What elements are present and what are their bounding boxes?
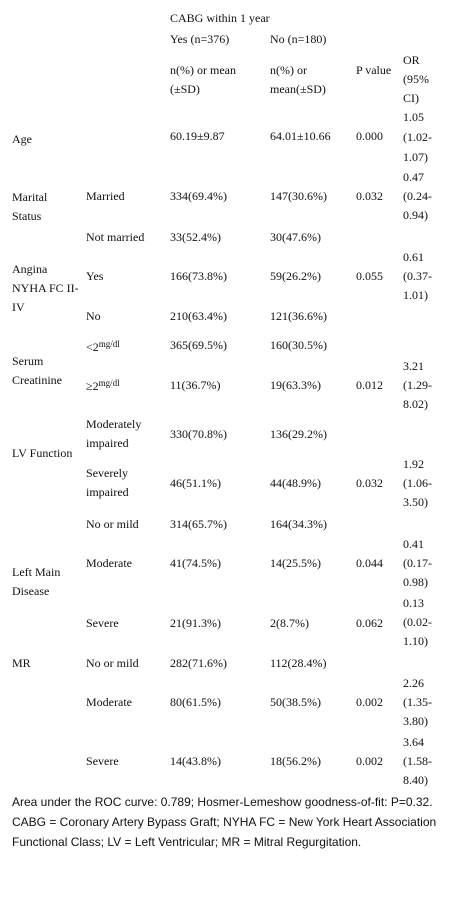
lv-moderate-yes: 330(70.8%) bbox=[170, 427, 227, 441]
age-no: 64.01±10.66 bbox=[270, 129, 331, 143]
mr-moderate-label: Moderate bbox=[86, 695, 132, 709]
lmd-severe-no: 2(8.7%) bbox=[270, 616, 309, 630]
mr-none-label: No or mild bbox=[86, 656, 139, 670]
lmd-none-yes: 314(65.7%) bbox=[170, 517, 227, 531]
mr-severe-no: 18(56.2%) bbox=[270, 754, 321, 768]
angina-p: 0.055 bbox=[356, 269, 383, 283]
mr-moderate-or-3: 3.80) bbox=[403, 714, 428, 728]
creat-low-no: 160(30.5%) bbox=[270, 338, 327, 352]
col-subheader-no: n(%) or mean(±SD) bbox=[270, 63, 326, 96]
marital-married-no: 147(30.6%) bbox=[270, 189, 327, 203]
row-label-angina: Angina NYHA FC II-IV bbox=[12, 262, 79, 314]
lmd-moderate-or-3: 0.98) bbox=[403, 575, 428, 589]
lmd-moderate-p: 0.044 bbox=[356, 556, 383, 570]
lmd-moderate-or-2: (0.17- bbox=[403, 556, 432, 570]
mr-moderate-no: 50(38.5%) bbox=[270, 695, 321, 709]
marital-not-married-label: Not married bbox=[86, 230, 145, 244]
creat-high-no: 19(63.3%) bbox=[270, 378, 321, 392]
marital-p: 0.032 bbox=[356, 189, 383, 203]
lmd-moderate-or-1: 0.41 bbox=[403, 537, 424, 551]
col-header-yes: Yes (n=376) bbox=[170, 32, 230, 46]
mr-moderate-or-2: (1.35- bbox=[403, 695, 432, 709]
mr-severe-p: 0.002 bbox=[356, 754, 383, 768]
marital-or-3: 0.94) bbox=[403, 208, 428, 222]
lmd-none-label: No or mild bbox=[86, 517, 139, 531]
creat-high-label: $\ge 2^{mg/dl}$ bbox=[86, 378, 120, 393]
mr-severe-or-2: (1.58- bbox=[403, 754, 432, 768]
lmd-moderate-yes: 41(74.5%) bbox=[170, 556, 221, 570]
lv-severe-label-1: Severely bbox=[86, 466, 128, 480]
col-header-no: No (n=180) bbox=[270, 32, 327, 46]
angina-no-yes: 210(63.4%) bbox=[170, 309, 227, 323]
mr-none-no: 112(28.4%) bbox=[270, 656, 327, 670]
creat-or-1: 3.21 bbox=[403, 359, 424, 373]
angina-or-3: 1.01) bbox=[403, 288, 428, 302]
lv-severe-label-2: impaired bbox=[86, 485, 129, 499]
age-or-1: 1.05 bbox=[403, 110, 424, 124]
lv-or-3: 3.50) bbox=[403, 495, 428, 509]
creat-high-yes: 11(36.7%) bbox=[170, 378, 221, 392]
marital-not-married-yes: 33(52.4%) bbox=[170, 230, 221, 244]
lv-moderate-no: 136(29.2%) bbox=[270, 427, 327, 441]
mr-severe-or-1: 3.64 bbox=[403, 735, 424, 749]
angina-yes-no: 59(26.2%) bbox=[270, 269, 321, 283]
table-footnote: Area under the ROC curve: 0.789; Hosmer-Lemeshow goodness-of-fit: P=0.32. CABG = Coronary Artery Bypass Graft; NYHA FC = New York Heart Association Functional Class; LV = Left Ventricular; MR = Mitral Regurgitation. bbox=[12, 795, 437, 849]
lv-or-2: (1.06- bbox=[403, 476, 432, 490]
lmd-severe-p: 0.062 bbox=[356, 616, 383, 630]
row-label-age: Age bbox=[12, 132, 32, 146]
age-or-2: (1.02- bbox=[403, 130, 432, 144]
marital-not-married-no: 30(47.6%) bbox=[270, 230, 321, 244]
mr-severe-yes: 14(43.8%) bbox=[170, 754, 221, 768]
lv-moderate-label-2: impaired bbox=[86, 436, 129, 450]
group-title: CABG within 1 year bbox=[170, 11, 270, 25]
row-label-lv: LV Function bbox=[12, 446, 73, 460]
lmd-severe-or-3: 1.10) bbox=[403, 634, 428, 648]
mr-moderate-or-1: 2.26 bbox=[403, 676, 424, 690]
lmd-severe-or-2: (0.02- bbox=[403, 615, 432, 629]
col-header-p: P value bbox=[356, 63, 392, 77]
row-label-creatinine: Serum Creatinine bbox=[12, 354, 62, 387]
angina-no-label: No bbox=[86, 309, 101, 323]
col-subheader-yes: n(%) or mean (±SD) bbox=[170, 63, 236, 96]
lmd-severe-label: Severe bbox=[86, 616, 119, 630]
marital-married-yes: 334(69.4%) bbox=[170, 189, 227, 203]
creat-low-yes: 365(69.5%) bbox=[170, 338, 227, 352]
lmd-none-no: 164(34.3%) bbox=[270, 517, 327, 531]
lv-severe-yes: 46(51.1%) bbox=[170, 476, 221, 490]
marital-or-2: (0.24- bbox=[403, 189, 432, 203]
angina-yes-label: Yes bbox=[86, 269, 104, 283]
age-yes: 60.19±9.87 bbox=[170, 129, 225, 143]
lv-p: 0.032 bbox=[356, 476, 383, 490]
lmd-moderate-label: Moderate bbox=[86, 556, 132, 570]
creat-or-2: (1.29- bbox=[403, 378, 432, 392]
lv-or-1: 1.92 bbox=[403, 457, 424, 471]
age-or-3: 1.07) bbox=[403, 150, 428, 164]
creat-or-3: 8.02) bbox=[403, 397, 428, 411]
angina-yes-yes: 166(73.8%) bbox=[170, 269, 227, 283]
lmd-severe-yes: 21(91.3%) bbox=[170, 616, 221, 630]
creat-p: 0.012 bbox=[356, 378, 383, 392]
angina-or-2: (0.37- bbox=[403, 269, 432, 283]
row-label-left-main: Left Main Disease bbox=[12, 565, 61, 598]
angina-no-no: 121(36.6%) bbox=[270, 309, 327, 323]
age-p: 0.000 bbox=[356, 129, 383, 143]
col-header-or: OR (95% CI) bbox=[403, 53, 429, 105]
lv-severe-no: 44(48.9%) bbox=[270, 476, 321, 490]
lmd-severe-or-1: 0.13 bbox=[403, 596, 424, 610]
mr-moderate-yes: 80(61.5%) bbox=[170, 695, 221, 709]
creat-low-label: $<2^{mg/dl}$ bbox=[86, 339, 120, 354]
marital-married-label: Married bbox=[86, 189, 125, 203]
marital-or-1: 0.47 bbox=[403, 170, 424, 184]
mr-none-yes: 282(71.6%) bbox=[170, 656, 227, 670]
mr-severe-label: Severe bbox=[86, 754, 119, 768]
lv-moderate-label-1: Moderately bbox=[86, 417, 142, 431]
mr-severe-or-3: 8.40) bbox=[403, 773, 428, 787]
mr-moderate-p: 0.002 bbox=[356, 695, 383, 709]
lmd-moderate-no: 14(25.5%) bbox=[270, 556, 321, 570]
angina-or-1: 0.61 bbox=[403, 250, 424, 264]
row-label-marital: Marital Status bbox=[12, 190, 48, 223]
row-label-mr: MR bbox=[12, 656, 31, 670]
